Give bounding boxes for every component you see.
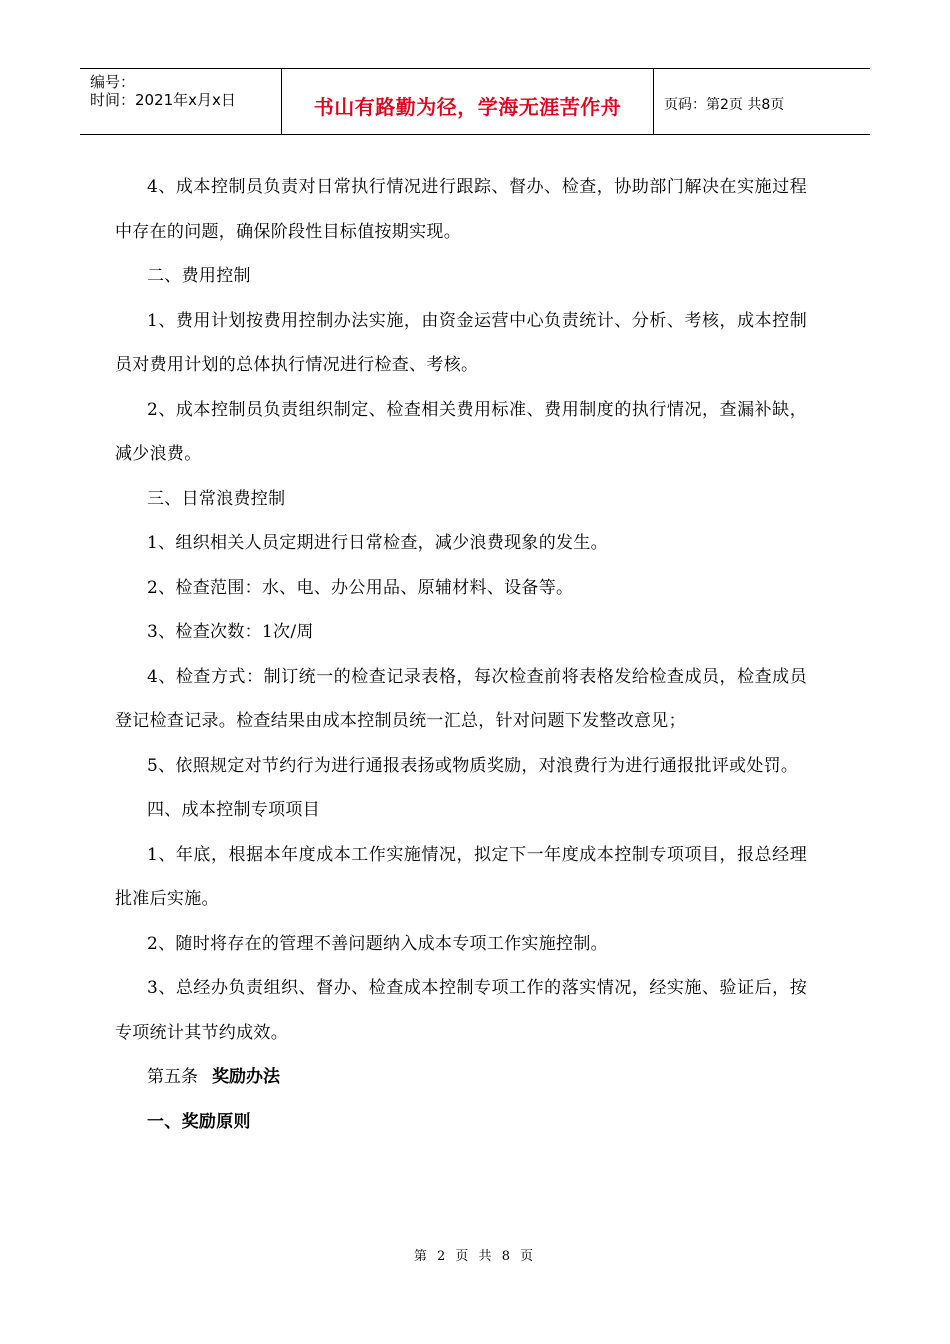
paragraph: 5、依照规定对节约行为进行通报表扬或物质奖励，对浪费行为进行通报批评或处罚。 xyxy=(147,755,799,776)
document-number-label: 编号： xyxy=(90,73,136,91)
page-header xyxy=(80,68,870,135)
paragraph: 2、随时将存在的管理不善问题纳入成本专项工作实施控制。 xyxy=(147,933,608,954)
document-date: 时间：2021年x月x日 xyxy=(90,91,236,109)
section-heading: 四、成本控制专项项目 xyxy=(147,800,320,820)
paragraph: 1、年底，根据本年度成本工作实施情况，拟定下一年度成本控制专项项目，报总经理批准后实施。 xyxy=(115,844,807,909)
paragraph: 4、检查方式：制订统一的检查记录表格，每次检查前将表格发给检查成员，检查成员登记检查记录。检查结果由成本控制员统一汇总，针对问题下发整改意见； xyxy=(115,666,807,731)
header-motto-cell xyxy=(282,69,654,135)
footer-page-number: 第 2 页 共 8 页 xyxy=(413,1249,537,1264)
paragraph: 3、总经办负责组织、督办、检查成本控制专项工作的落实情况，经实施、验证后，按专项统计其节约成效。 xyxy=(115,978,807,1043)
paragraph: 1、费用计划按费用控制办法实施，由资金运营中心负责统计、分析、考核，成本控制员对费用计划的总体执行情况进行检查、考核。 xyxy=(115,310,807,375)
header-page-code: 页码：第2页 共8页 xyxy=(664,97,785,113)
paragraph: 2、成本控制员负责组织制定、检查相关费用标准、费用制度的执行情况，查漏补缺，减少浪费。 xyxy=(115,399,807,464)
article-number: 第五条 xyxy=(147,1067,198,1087)
paragraph: 2、检查范围：水、电、办公用品、原辅材料、设备等。 xyxy=(147,577,574,598)
header-meta-cell xyxy=(80,69,282,135)
paragraph: 1、组织相关人员定期进行日常检查，减少浪费现象的发生。 xyxy=(147,533,608,553)
section-heading: 二、费用控制 xyxy=(147,266,251,286)
paragraph: 4、成本控制员负责对日常执行情况进行跟踪、督办、检查，协助部门解决在实施过程中存在的问题，确保阶段性目标值按期实现。 xyxy=(115,177,807,242)
page-footer xyxy=(0,1245,950,1264)
header-motto: 书山有路勤为径，学海无涯苦作舟 xyxy=(313,95,622,119)
article-name: 奖励办法 xyxy=(212,1067,280,1087)
header-page-cell xyxy=(654,69,870,135)
document-body xyxy=(115,165,807,1144)
section-heading: 三、日常浪费控制 xyxy=(147,488,286,509)
subsection-heading: 一、奖励原则 xyxy=(147,1111,251,1132)
paragraph: 3、检查次数：1次/周 xyxy=(147,622,314,642)
article-title xyxy=(115,1055,807,1100)
